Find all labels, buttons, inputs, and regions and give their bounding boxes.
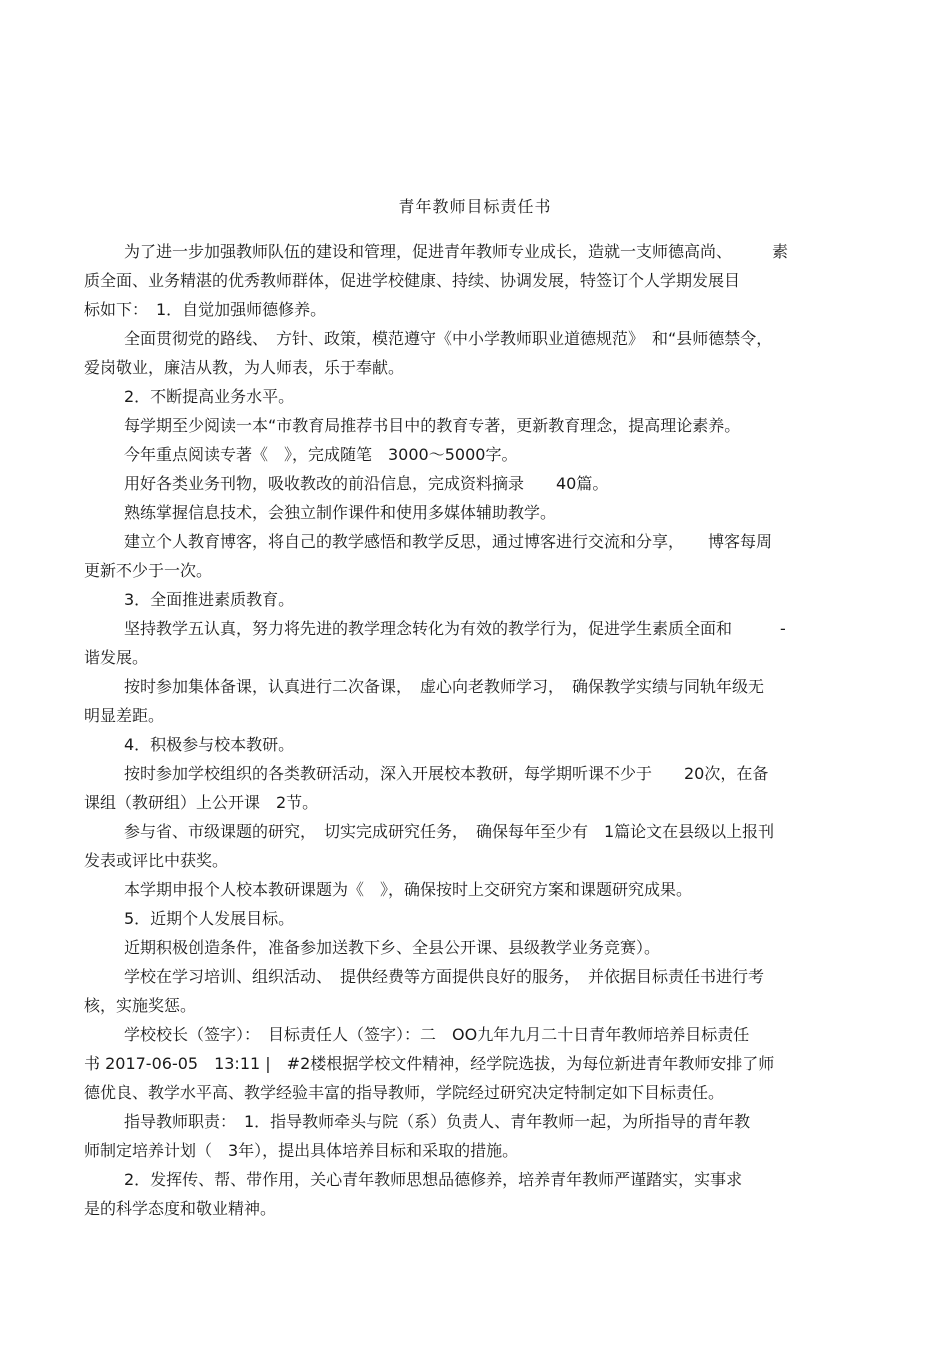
text-line: 发表或评比中获奖。 <box>84 851 229 870</box>
text-line: 质全面、业务精湛的优秀教师群体，促进学校健康、持续、协调发展，特签订个人学期发展目 <box>84 271 741 290</box>
text-line: 核，实施奖惩。 <box>84 996 197 1015</box>
text-line: 本学期申报个人校本教研课题为《 》，确保按时上交研究方案和课题研究成果。 <box>124 880 693 899</box>
text-line: 明显差距。 <box>84 706 165 725</box>
text-line: 全面贯彻党的路线、 方针、政策，模范遵守《中小学教师职业道德规范》 和“县师德禁令， <box>124 329 773 348</box>
text-line: 按时参加集体备课，认真进行二次备课， 虚心向老教师学习， 确保教学实绩与同轨年级无 <box>124 677 765 696</box>
text-line: 建立个人教育博客，将自己的教学感悟和教学反思，通过博客进行交流和分享， 博客每周 <box>124 532 773 551</box>
text-line: 指导教师职责： 1．指导教师牵头与院（系）负责人、青年教师一起，为所指导的青年教 <box>124 1112 751 1131</box>
text-line: 参与省、市级课题的研究， 切实完成研究任务， 确保每年至少有 1篇论文在县级以上报刊 <box>124 822 775 841</box>
text-line: 爱岗敬业，廉洁从教，为人师表，乐于奉献。 <box>84 358 405 377</box>
text-line: 今年重点阅读专著《 》，完成随笔 3000～5000字。 <box>124 445 518 464</box>
text-line: 坚持教学五认真，努力将先进的教学理念转化为有效的教学行为，促进学生素质全面和 - <box>124 619 786 638</box>
text-line: 为了进一步加强教师队伍的建设和管理，促进青年教师专业成长，造就一支师德高尚、 素 <box>124 242 789 261</box>
text-line: 学校在学习培训、组织活动、 提供经费等方面提供良好的服务， 并依据目标责任书进行考 <box>124 967 765 986</box>
text-line: 是的科学态度和敬业精神。 <box>84 1199 277 1218</box>
text-line: 5．近期个人发展目标。 <box>124 909 295 928</box>
text-line: 谐发展。 <box>84 648 149 667</box>
text-line: 4．积极参与校本教研。 <box>124 735 295 754</box>
text-line: 按时参加学校组织的各类教研活动，深入开展校本教研，每学期听课不少于 20次，在备 <box>124 764 769 783</box>
text-line: 每学期至少阅读一本“市教育局推荐书目中的教育专著，更新教育理念，提高理论素养。 <box>124 416 741 435</box>
text-line: 熟练掌握信息技术，会独立制作课件和使用多媒体辅助教学。 <box>124 503 557 522</box>
text-line: 更新不少于一次。 <box>84 561 213 580</box>
text-line: 课组（教研组）上公开课 2节。 <box>84 793 319 812</box>
text-line: 德优良、教学水平高、教学经验丰富的指导教师，学院经过研究决定特制定如下目标责任。 <box>84 1083 725 1102</box>
text-line: 近期积极创造条件，准备参加送教下乡、全县公开课、县级教学业务竞赛）。 <box>124 938 661 957</box>
document-title: 青年教师目标责任书 <box>398 197 552 216</box>
text-line: 2．发挥传、帮、带作用，关心青年教师思想品德修养，培养青年教师严谨踏实，实事求 <box>124 1170 743 1189</box>
document-body <box>84 237 868 1223</box>
text-line: 师制定培养计划（ 3年），提出具体培养目标和采取的措施。 <box>84 1141 519 1160</box>
text-line: 标如下： 1．自觉加强师德修养。 <box>84 300 327 319</box>
text-line: 学校校长（签字）： 目标责任人（签字）：二 OO九年九月二十日青年教师培养目标责任 <box>124 1025 750 1044</box>
text-line: 2．不断提高业务水平。 <box>124 387 295 406</box>
text-line: 3．全面推进素质教育。 <box>124 590 295 609</box>
text-line: 用好各类业务刊物，吸收教改的前沿信息，完成资料摘录 40篇。 <box>124 474 609 493</box>
text-line: 书 2017-06-05 13:11 | #2楼根据学校文件精神，经学院选拔，为每位新进青年教师安排了师 <box>84 1054 775 1073</box>
